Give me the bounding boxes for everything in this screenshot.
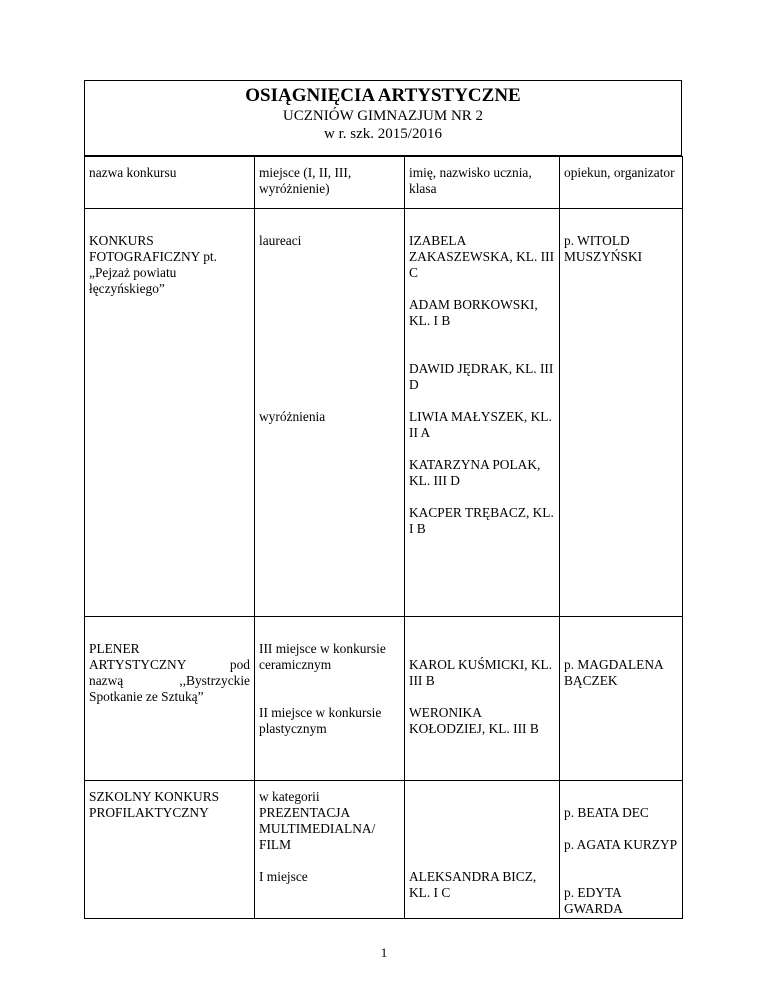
supervisor: p. EDYTA GWARDA (564, 885, 623, 916)
place-label: III miejsce w konkursie ceramicznym (259, 641, 386, 672)
header-place: miejsce (I, II, III, wyróżnienie) (255, 157, 405, 209)
place-label: laureaci (259, 233, 302, 248)
header-student: imię, nazwisko ucznia, klasa (405, 157, 560, 209)
table-row (85, 617, 683, 781)
supervisor-cell (560, 781, 683, 919)
student-name: WERONIKA KOŁODZIEJ, KL. III B (409, 705, 539, 736)
student-name: DAWID JĘDRAK, KL. III D (409, 361, 554, 392)
title-subtitle: UCZNIÓW GIMNAZJUM NR 2 (282, 108, 484, 124)
place-cell (255, 209, 405, 617)
supervisor: p. BEATA DEC (564, 805, 649, 820)
student-name: IZABELA ZAKASZEWSKA, KL. III C (409, 233, 555, 280)
student-cell (405, 209, 560, 617)
contest-name-line: Spotkanie ze Sztuką” (89, 689, 204, 704)
table-header-row (85, 157, 683, 209)
table-row (85, 781, 683, 919)
title-school-year: w r. szk. 2015/2016 (324, 126, 442, 142)
page-title: OSIĄGNIĘCIA ARTYSTYCZNE (245, 85, 521, 106)
supervisor: p. AGATA KURZYP (564, 837, 678, 852)
student-cell (405, 781, 560, 919)
header-supervisor: opiekun, organizator (560, 157, 683, 209)
student-name: LIWIA MAŁYSZEK, KL. II A (409, 409, 552, 440)
supervisor: p. WITOLD MUSZYŃSKI (560, 209, 683, 617)
contest-name: SZKOLNY KONKURS PROFILAKTYCZNY (85, 781, 255, 919)
contest-name (85, 617, 255, 781)
student-name: KAROL KUŚMICKI, KL. III B (409, 657, 553, 688)
place-label: II miejsce w konkursie plastycznym (259, 705, 382, 736)
place-cell (255, 781, 405, 919)
student-name: KACPER TRĘBACZ, KL. I B (409, 505, 554, 536)
title-box (84, 80, 682, 156)
category-label: w kategorii PREZENTACJA MULTIMEDIALNA/ FILM (259, 789, 376, 852)
place-cell (255, 617, 405, 781)
contest-name: KONKURS FOTOGRAFICZNY pt. „Pejzaż powiatu łęczyńskiego” (85, 209, 255, 617)
header-contest-name: nazwa konkursu (85, 157, 255, 209)
place-label: wyróżnienia (259, 409, 326, 424)
student-name: KATARZYNA POLAK, KL. III D (409, 457, 541, 488)
document (84, 80, 682, 919)
page-number: 1 (380, 945, 388, 960)
contest-name-line: nazwą ,,Bystrzyckie (89, 673, 250, 688)
contest-name-line: ARTYSTYCZNY pod (89, 657, 250, 672)
table-row (85, 209, 683, 617)
student-name: ADAM BORKOWSKI, KL. I B (409, 297, 538, 328)
achievements-table (84, 156, 683, 919)
contest-name-line: PLENER (89, 641, 140, 656)
student-name: ALEKSANDRA BICZ, KL. I C (409, 869, 537, 900)
place-label: I miejsce (259, 869, 308, 884)
supervisor: p. MAGDALENA BĄCZEK (560, 617, 683, 781)
student-cell (405, 617, 560, 781)
